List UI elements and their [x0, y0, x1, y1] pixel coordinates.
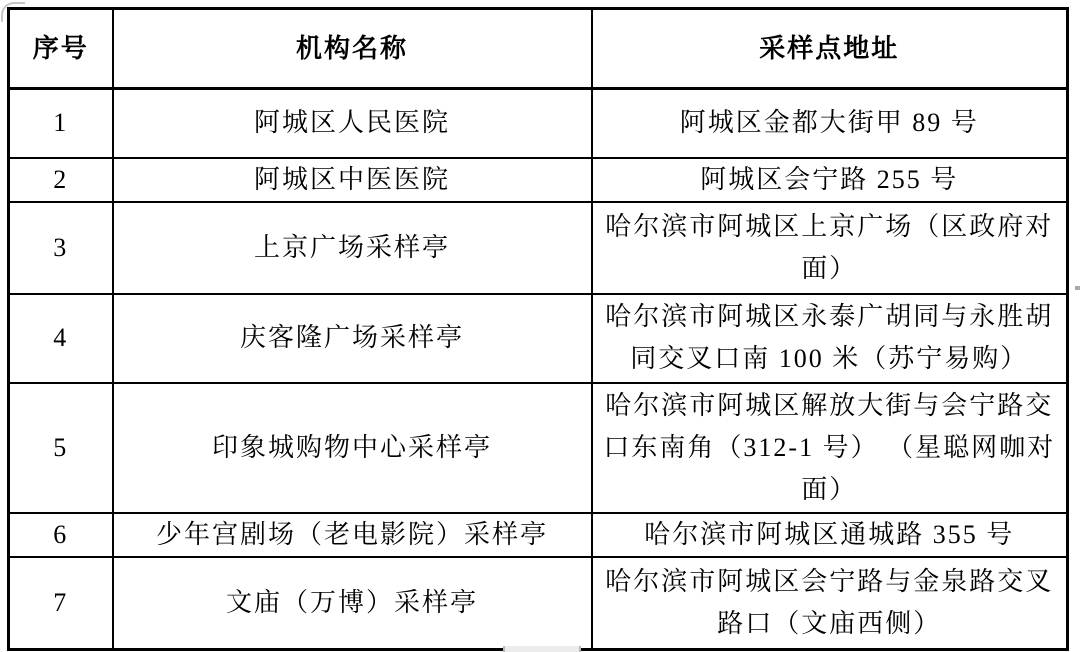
- cell-index: 1: [9, 89, 113, 158]
- cell-name: 庆客隆广场采样亭: [113, 294, 592, 383]
- table-row: [9, 383, 1068, 513]
- cell-name: 阿城区中医医院: [113, 158, 592, 202]
- cell-name: 文庙（万博）采样亭: [113, 557, 592, 650]
- cell-index: 7: [9, 557, 113, 650]
- cell-address: 阿城区会宁路 255 号: [592, 158, 1068, 202]
- table-row: [9, 557, 1068, 650]
- cell-index: 6: [9, 513, 113, 557]
- cell-name: 印象城购物中心采样亭: [113, 383, 592, 513]
- cell-index: 4: [9, 294, 113, 383]
- cell-index: 3: [9, 202, 113, 294]
- horizontal-scrollbar-thumb[interactable]: [503, 646, 581, 652]
- sampling-points-table: [7, 7, 1069, 651]
- table-row: [9, 202, 1068, 294]
- header-row: [9, 9, 1068, 89]
- cell-address: 哈尔滨市阿城区上京广场（区政府对面）: [592, 202, 1068, 294]
- cell-address: 哈尔滨市阿城区永泰广胡同与永胜胡同交叉口南 100 米（苏宁易购）: [592, 294, 1068, 383]
- scrollbar-fragment[interactable]: [1075, 286, 1080, 290]
- cell-index: 5: [9, 383, 113, 513]
- col-header-name: 机构名称: [113, 9, 592, 89]
- col-header-address: 采样点地址: [592, 9, 1068, 89]
- cell-address: 哈尔滨市阿城区通城路 355 号: [592, 513, 1068, 557]
- cell-address: 哈尔滨市阿城区会宁路与金泉路交叉路口（文庙西侧）: [592, 557, 1068, 650]
- cell-address: 哈尔滨市阿城区解放大街与会宁路交口东南角（312-1 号） （星聪网咖对面）: [592, 383, 1068, 513]
- cell-name: 少年宫剧场（老电影院）采样亭: [113, 513, 592, 557]
- table-row: [9, 513, 1068, 557]
- cell-name: 上京广场采样亭: [113, 202, 592, 294]
- table-row: [9, 294, 1068, 383]
- table-row: [9, 158, 1068, 202]
- table-row: [9, 89, 1068, 158]
- cell-address: 阿城区金都大街甲 89 号: [592, 89, 1068, 158]
- col-header-index: 序号: [9, 9, 113, 89]
- cell-index: 2: [9, 158, 113, 202]
- cell-name: 阿城区人民医院: [113, 89, 592, 158]
